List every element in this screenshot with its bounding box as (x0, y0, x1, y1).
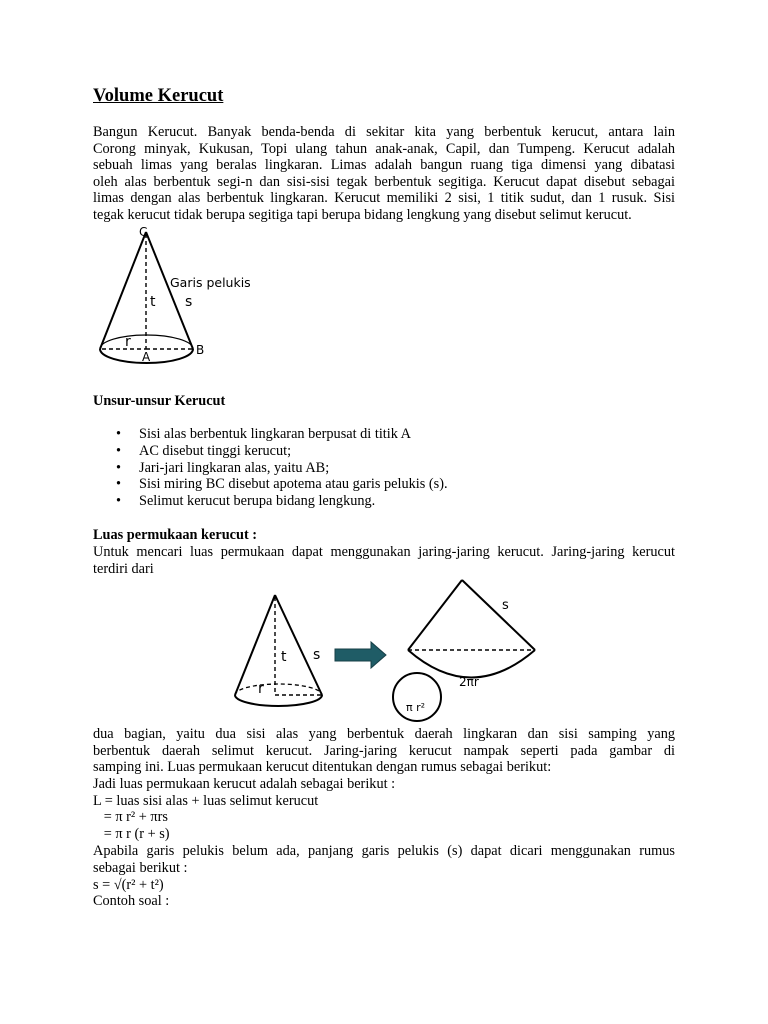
cone2-base-back (235, 684, 322, 695)
cone2-base-front (235, 695, 322, 706)
intro-line: sebuah limas yang beralas lingkaran. Limas adalah bangun ruang tiga dimensi yang dibatasi (93, 157, 675, 174)
intro-line: oleh alas berbentuk segi-n dan sisi-sisi tegak berbentuk segitiga. Kerucut dapat disebut sebagai (93, 173, 675, 190)
net-right-edge (462, 580, 535, 650)
cone-right-edge (146, 232, 193, 349)
list-item (93, 426, 448, 443)
cone-left-edge (100, 232, 146, 349)
luas-intro-paragraph (93, 544, 675, 577)
luas-intro-line: Untuk mencari luas permukaan dapat menggunakan jaring-jaring kerucut. Jaring-jaring kerucut (93, 544, 675, 560)
description-line: samping ini. Luas permukaan kerucut ditentukan dengan rumus sebagai berikut: (93, 759, 552, 776)
unsur-heading: Unsur-unsur Kerucut (93, 393, 226, 409)
intro-line: limas dengan alas berbentuk lingkaran. Kerucut memiliki 2 sisi, 1 titik sudut, dan 1 rusuk. Sisi (93, 190, 675, 207)
pelukis-paragraph (93, 843, 675, 876)
bullet-icon: • (116, 476, 122, 493)
label-s: s (185, 294, 193, 310)
formula-line: = π r (r + s) (93, 825, 170, 842)
cone2-label-r: r (258, 681, 264, 697)
s-formula: s = √(r² + t²) (93, 877, 164, 893)
cone2-label-s: s (313, 647, 321, 663)
net-label-pir2: π r² (406, 701, 426, 714)
bullet-icon: • (116, 442, 122, 459)
page-title: Volume Kerucut (93, 86, 224, 106)
arrow-icon (335, 642, 386, 668)
bullet-icon: • (116, 426, 122, 442)
list-item (93, 460, 448, 477)
list-item-text: Jari-jari lingkaran alas, yaitu AB; (139, 459, 330, 476)
unsur-list (93, 426, 448, 510)
formula-line: L = luas sisi alas + luas selimut kerucut (93, 792, 319, 809)
intro-line: Corong minyak, Kukusan, Topi ulang tahun anak-anak, Capil, dan Tumpeng. Kerucut adalah (93, 140, 675, 157)
list-item-text: Sisi alas berbentuk lingkaran berpusat di titik A (139, 426, 411, 442)
cone2-right-edge (275, 595, 322, 695)
formula-line: = π r² + πrs (93, 809, 168, 826)
cone-diagram (90, 222, 260, 367)
net-left-edge (408, 580, 462, 650)
list-item-text: AC disebut tinggi kerucut; (139, 442, 292, 459)
intro-line: tegak kerucut tidak berupa segitiga tapi berupa bidang lengkung yang disebut selimut kerucut. (93, 206, 632, 223)
cone-net-diagram (225, 575, 555, 725)
cone2-label-t: t (281, 649, 287, 665)
net-label-2pir: 2πr (459, 675, 479, 689)
label-garis-pelukis: Garis pelukis (170, 275, 251, 290)
label-b: B (196, 343, 205, 357)
formula-line: Jadi luas permukaan kerucut adalah sebagai berikut : (93, 776, 396, 792)
cone2-left-edge (235, 595, 275, 695)
intro-paragraph (93, 124, 675, 224)
list-item (93, 443, 448, 460)
label-t: t (150, 294, 156, 310)
luas-intro-line: terdiri dari (93, 560, 154, 577)
list-item (93, 493, 448, 510)
contoh-soal-label: Contoh soal : (93, 893, 170, 909)
net-label-s: s (502, 598, 509, 613)
bullet-icon: • (116, 459, 122, 476)
pelukis-line: sebagai berikut : (93, 859, 188, 876)
net-description-paragraph (93, 726, 675, 776)
net-arc (408, 650, 535, 678)
list-item-text: Selimut kerucut berupa bidang lengkung. (139, 493, 376, 510)
description-line: berbentuk daerah selimut kerucut. Jaring-jaring kerucut nampak seperti pada gambar di (93, 742, 675, 759)
pelukis-line: Apabila garis pelukis belum ada, panjang garis pelukis (s) dapat dicari menggunakan rumus (93, 843, 675, 859)
label-r: r (125, 334, 131, 350)
formula-block (93, 776, 395, 842)
description-line: dua bagian, yaitu dua sisi alas yang berbentuk daerah lingkaran dan sisi samping yang (93, 726, 675, 742)
list-item (93, 476, 448, 493)
luas-heading: Luas permukaan kerucut : (93, 527, 258, 543)
list-item-text: Sisi miring BC disebut apotema atau garis pelukis (s). (139, 476, 448, 493)
intro-line: Bangun Kerucut. Banyak benda-benda di sekitar kita yang berbentuk kerucut, antara lain (93, 124, 675, 140)
label-a: A (142, 350, 151, 364)
label-c: C (139, 225, 148, 239)
bullet-icon: • (116, 493, 122, 510)
